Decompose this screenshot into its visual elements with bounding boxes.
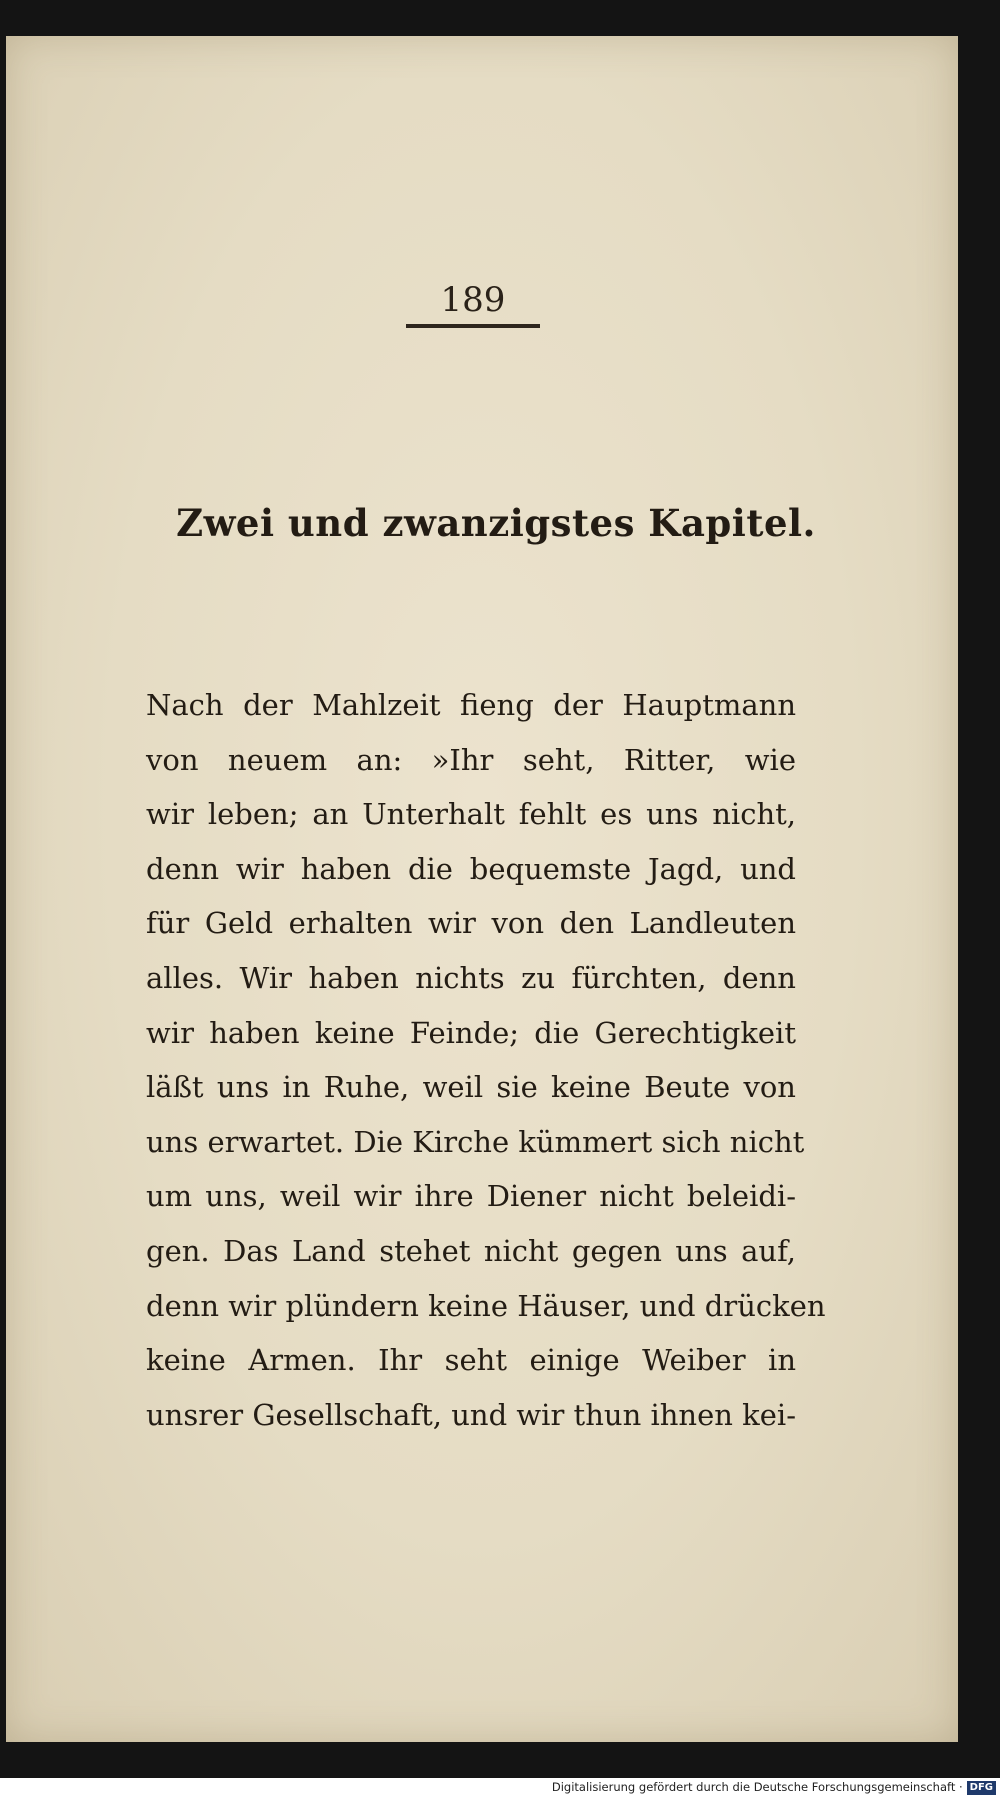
text-line: wir leben; an Unterhalt fehlt es uns nicht, (146, 797, 796, 832)
page-number-rule (406, 324, 540, 328)
text-line: keine Armen. Ihr seht einige Weiber in (146, 1343, 796, 1378)
text-line: gen. Das Land stehet nicht gegen uns auf, (146, 1233, 796, 1268)
text-line: wir haben keine Feinde; die Gerechtigkeit (146, 1015, 796, 1050)
dfg-logo: DFG (967, 1781, 996, 1795)
text-line: unsrer Gesellschaft, und wir thun ihnen kei- (146, 1397, 796, 1432)
text-line: alles. Wir haben nichts zu fürchten, denn (146, 960, 796, 995)
body-text (146, 678, 826, 1442)
chapter-title: Zwei und zwanzigstes Kapitel. (176, 501, 816, 545)
book-page (6, 36, 958, 1742)
text-line: läßt uns in Ruhe, weil sie keine Beute von (146, 1070, 796, 1105)
text-line: für Geld erhalten wir von den Landleuten (146, 906, 796, 941)
text-line: denn wir haben die bequemste Jagd, und (146, 851, 796, 886)
text-line: von neuem an: »Ihr seht, Ritter, wie (146, 742, 796, 777)
funding-credit: Digitalisierung gefördert durch die Deutsche Forschungsgemeinschaft · (551, 1780, 963, 1794)
text-line: Nach der Mahlzeit fieng der Hauptmann (146, 688, 796, 722)
text-line: um uns, weil wir ihre Diener nicht beleidi- (146, 1179, 796, 1214)
page-number: 189 (440, 280, 506, 320)
digitization-footer (552, 1778, 1000, 1797)
text-line: denn wir plündern keine Häuser, und drücken (146, 1288, 826, 1323)
text-line: uns erwartet. Die Kirche kümmert sich nicht (146, 1124, 805, 1159)
